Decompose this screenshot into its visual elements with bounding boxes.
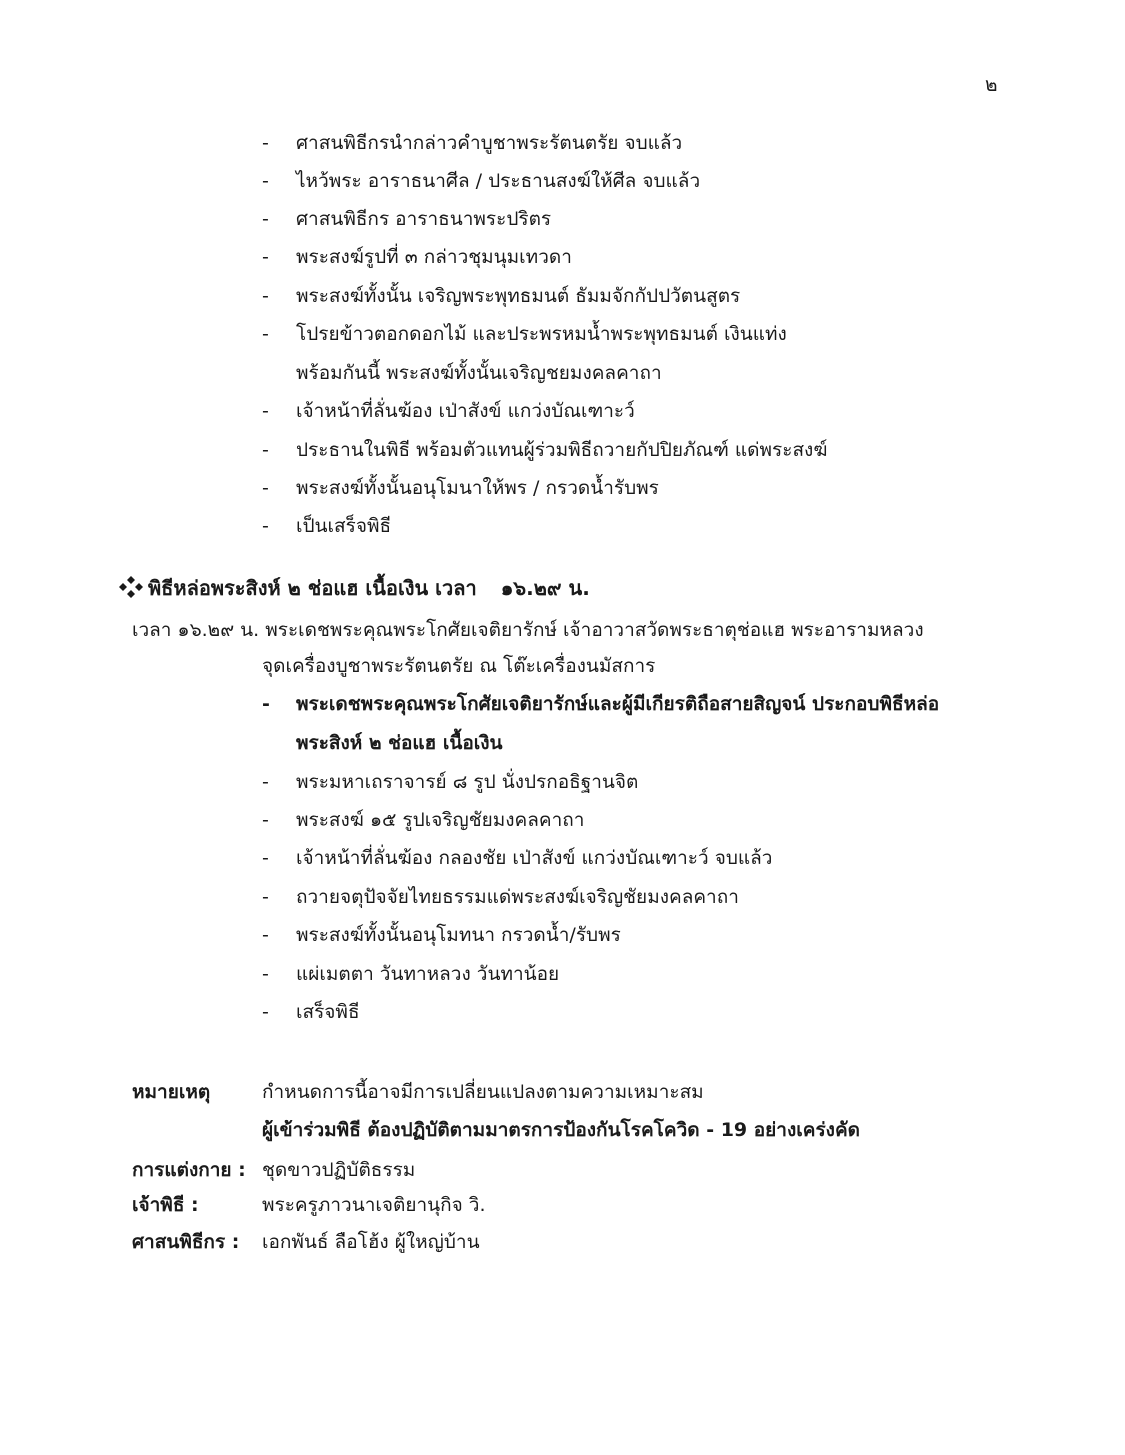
list-item: - ไหว้พระ อาราธนาศีล / ประธานสงฆ์ให้ศีล จบแล้ว [262,170,701,192]
list-item: - เจ้าหน้าที่ลั่นฆ้อง เป่าสังข์ แกว่งบัณเฑาะว์ [262,400,635,422]
four-diamond-bullet-icon [118,575,144,599]
list-item: - พระสงฆ์ทั้งนั้นอนุโมนาให้พร / กรวดน้ำรับพร [262,477,659,499]
heading-text: พิธีหล่อพระสิงห์ ๒ ช่อแฮ เนื้อเงิน เวลา [148,576,477,600]
list-item: - ประธานในพิธี พร้อมตัวแทนผู้ร่วมพิธีถวายกัปปิยภัณฑ์ แด่พระสงฆ์ [262,439,828,461]
list-item: - โปรยข้าวตอกดอกไม้ และประพรหมน้ำพระพุทธมนต์ เงินแท่ง [262,323,787,345]
list-item: - พระสงฆ์ทั้งนั้นอนุโมทนา กรวดน้ำ/รับพร [262,924,621,946]
host-value: พระครูภาวนาเจติยานุกิจ วิ. [262,1194,486,1216]
time-line: เวลา ๑๖.๒๙ น. พระเดชพระคุณพระโกศัยเจติยารักษ์ เจ้าอาวาสวัดพระธาตุช่อแฮ พระอารามหลวง [132,619,924,641]
list-item: - ถวายจตุปัจจัยไทยธรรมแด่พระสงฆ์เจริญชัยมงคลคาถา [262,886,739,908]
list-item: - เสร็จพิธี [262,1001,360,1023]
list-item: - ศาสนพิธีกร อาราธนาพระปริตร [262,208,552,230]
list-item: - เป็นเสร็จพิธี [262,515,392,537]
list-item-bold: - พระเดชพระคุณพระโกศัยเจติยารักษ์และผู้มีเกียรติถือสายสิญจน์ ประกอบพิธีหล่อ [262,693,940,715]
list-item-bold-continuation: พระสิงห์ ๒ ช่อแฮ เนื้อเงิน [296,732,503,754]
page-number: ๒ [985,74,998,96]
remark-label: หมายเหตุ [132,1081,211,1103]
mc-label: ศาสนพิธีกร : [132,1231,240,1253]
remark-line-1: กำหนดการนี้อาจมีการเปลี่ยนแปลงตามความเหมาะสม [262,1081,704,1103]
remark-line-2: ผู้เข้าร่วมพิธี ต้องปฏิบัติตามมาตรการป้องกันโรคโควิด - 19 อย่างเคร่งคัด [262,1119,860,1141]
dress-value: ชุดขาวปฏิบัติธรรม [262,1159,416,1181]
list-item: - ศาสนพิธีกรนำกล่าวคำบูชาพระรัตนตรัย จบแล้ว [262,132,683,154]
list-item: - พระสงฆ์ ๑๕ รูปเจริญชัยมงคลคาถา [262,809,585,831]
list-item: - พระสงฆ์ทั้งนั้น เจริญพระพุทธมนต์ ธัมมจักกัปปวัตนสูตร [262,285,741,307]
heading-time: ๑๖.๒๙ น. [500,576,590,600]
list-item: - เจ้าหน้าที่ลั่นฆ้อง กลองชัย เป่าสังข์ แกว่งบัณเฑาะว์ จบแล้ว [262,847,773,869]
dress-label: การแต่งกาย : [132,1159,246,1181]
list-item: - แผ่เมตตา วันทาหลวง วันทาน้อย [262,963,560,985]
section-heading [118,572,590,604]
list-item: - พระสงฆ์รูปที่ ๓ กล่าวชุมนุมเทวดา [262,246,572,268]
time-line-continuation: จุดเครื่องบูชาพระรัตนตรัย ณ โต๊ะเครื่องนมัสการ [262,655,656,677]
mc-value: เอกพันธ์ ลือโฮ้ง ผู้ใหญ่บ้าน [262,1231,480,1253]
list-item-continuation: พร้อมกันนี้ พระสงฆ์ทั้งนั้นเจริญชยมงคลคาถา [296,362,662,384]
list-item: - พระมหาเถราจารย์ ๘ รูป นั่งปรกอธิฐานจิต [262,771,639,793]
host-label: เจ้าพิธี : [132,1194,199,1216]
